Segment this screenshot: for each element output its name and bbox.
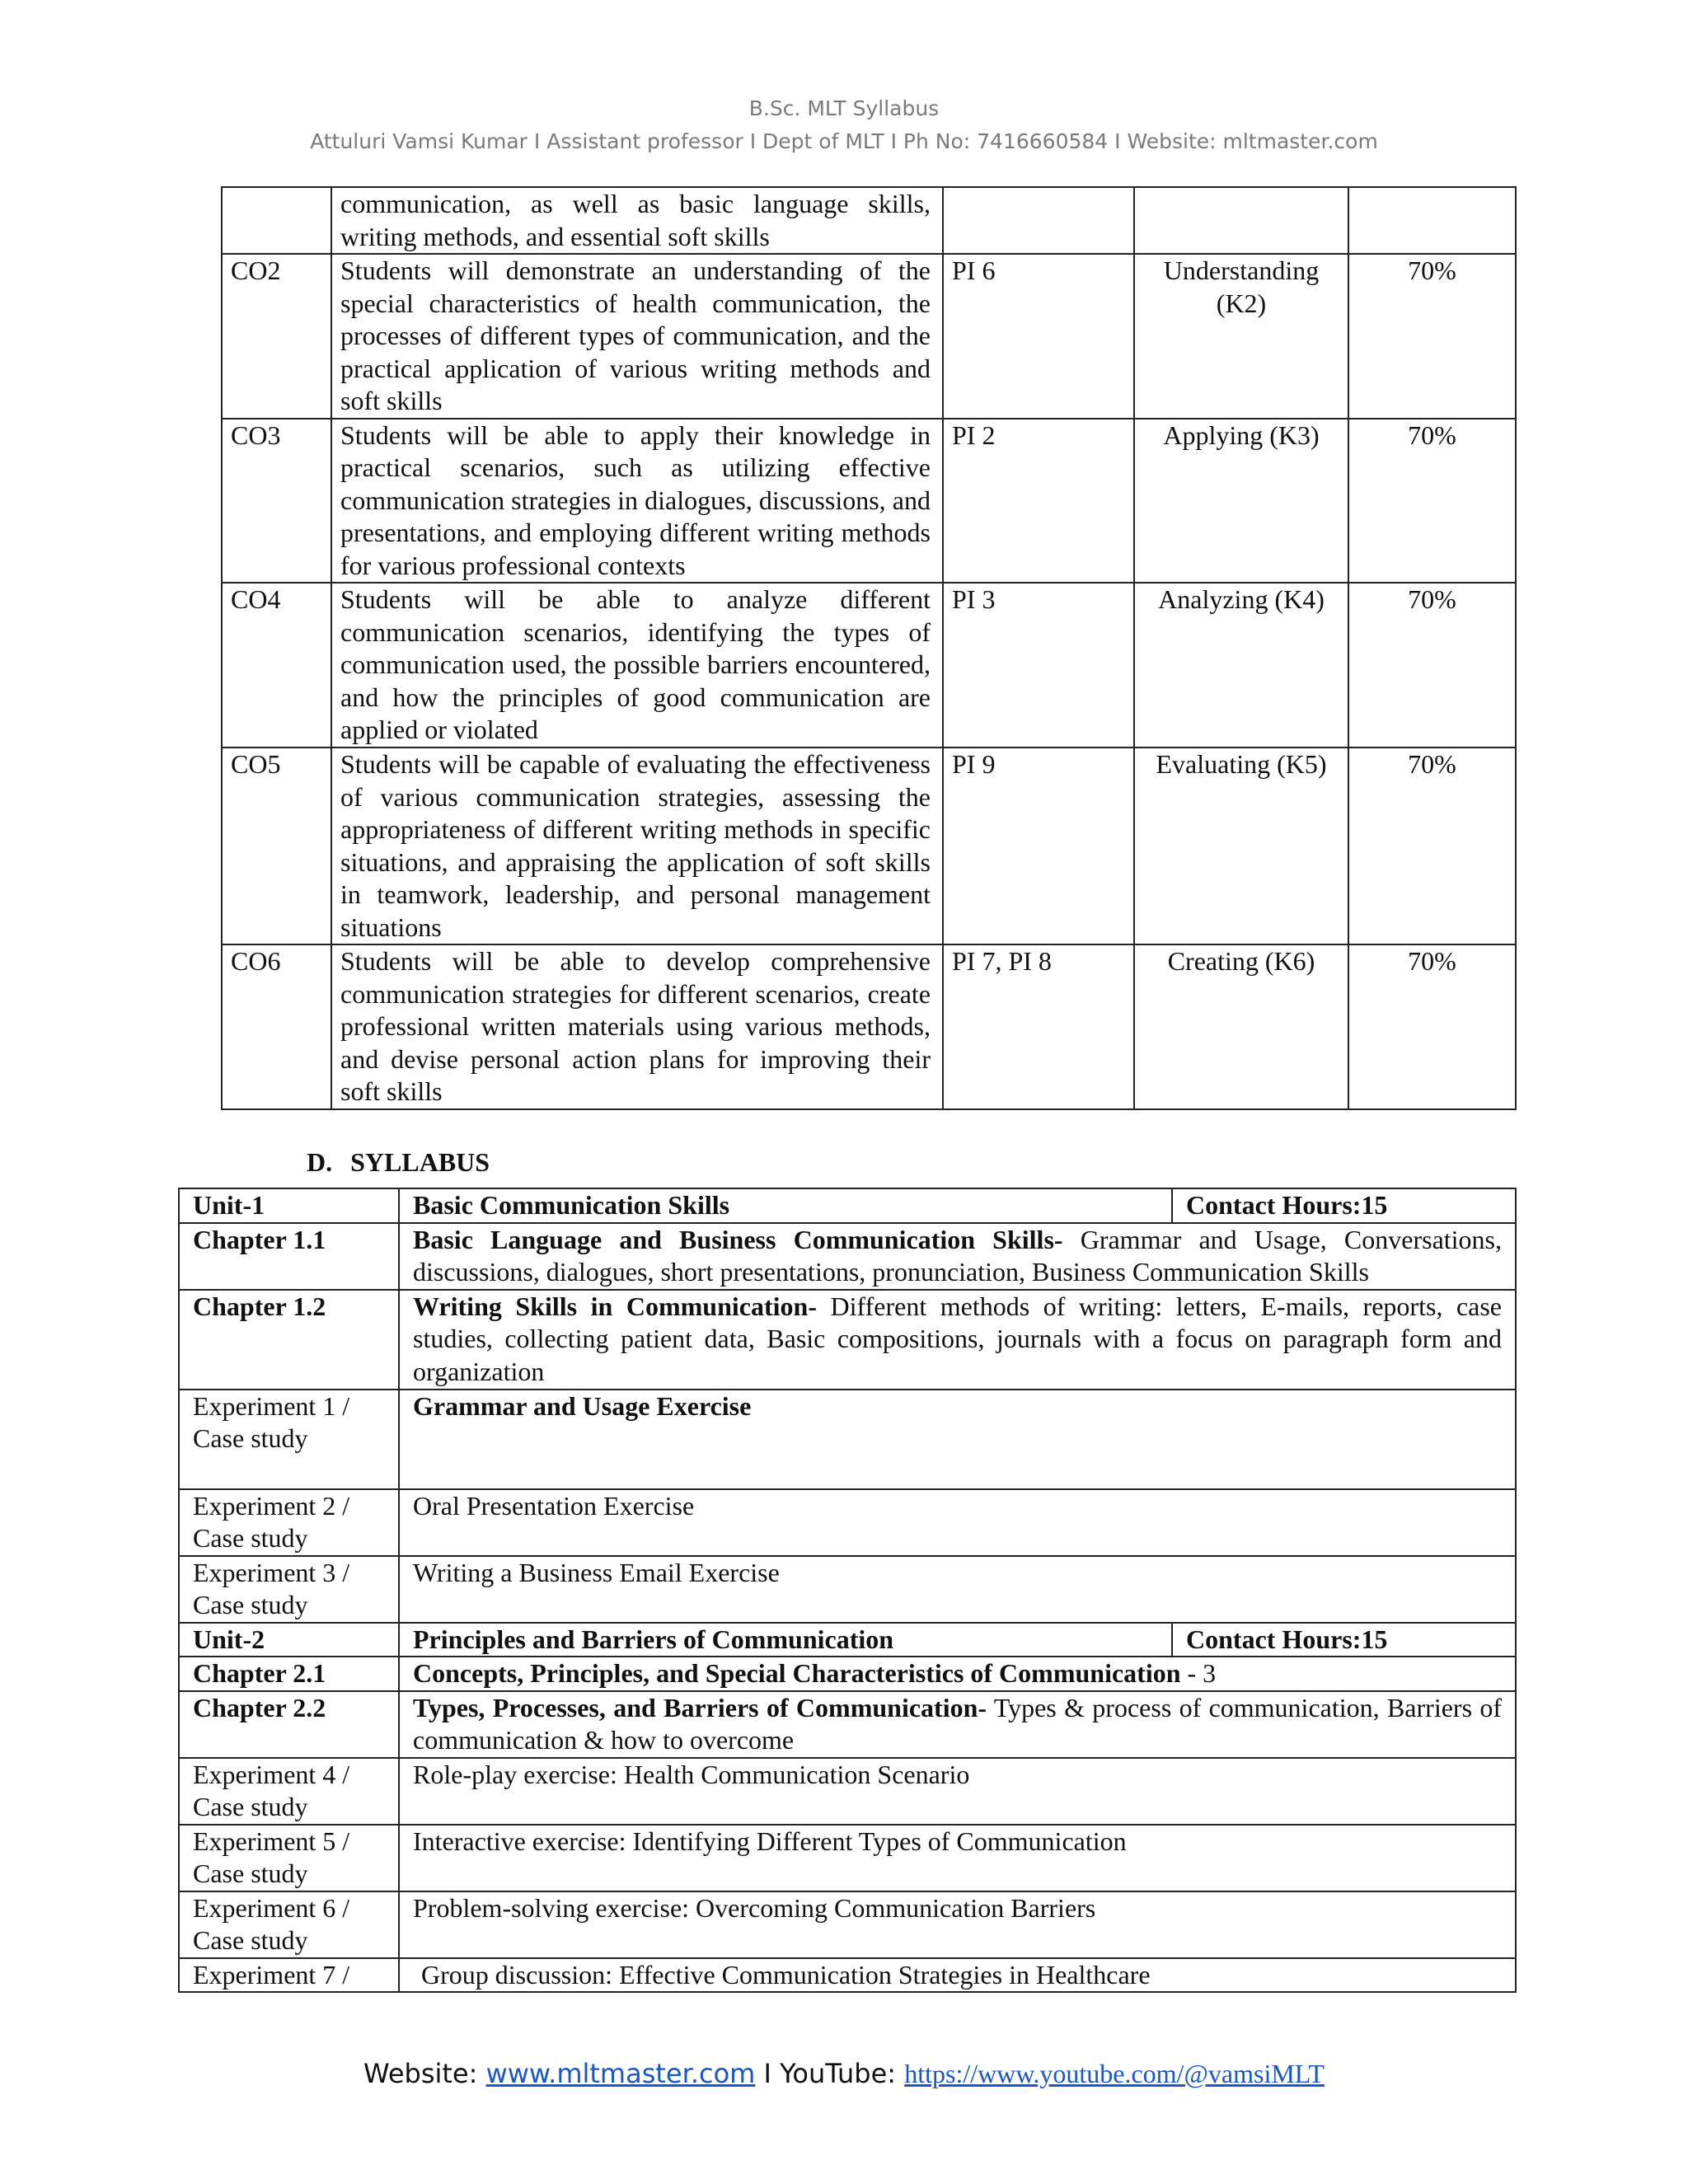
pi-cell: PI 7, PI 8 <box>943 944 1134 1109</box>
chapter-label: Chapter 1.1 <box>179 1223 399 1290</box>
syllabus-heading-text: SYLLABUS <box>350 1147 490 1177</box>
pi-cell: PI 2 <box>943 419 1134 583</box>
experiment-label: Experiment 2 / Case study <box>179 1489 399 1556</box>
level-cell: Evaluating (K5) <box>1134 748 1348 944</box>
experiment-row <box>179 1891 1516 1958</box>
experiment-row <box>179 1825 1516 1891</box>
chapter-row <box>179 1223 1516 1290</box>
footer-website-label: Website: <box>363 2058 486 2089</box>
unit-label: Unit-1 <box>179 1188 399 1223</box>
co-cell: CO3 <box>222 419 331 583</box>
experiment-label: Experiment 7 / <box>179 1958 399 1993</box>
unit-row <box>179 1623 1516 1657</box>
unit-title: Principles and Barriers of Communication <box>399 1623 1172 1657</box>
chapter-label: Chapter 2.1 <box>179 1657 399 1691</box>
chapter-desc: Different methods of writing: letters, E-mails, reports, case studies, collecting patient data, Basic compositions, journals with a focus on paragraph form and organization <box>413 1291 1503 1386</box>
table-row <box>222 748 1516 944</box>
co-desc-cell: Students will be capable of evaluating the effectiveness of various communication strategies, assessing the appropriateness of different writing methods in specific situations, and appraising the application of soft skills in teamwork, leadership, and personal management situations <box>331 748 943 944</box>
chapter-row <box>179 1657 1516 1691</box>
level-cell: Understanding (K2) <box>1134 254 1348 419</box>
level-cell: Creating (K6) <box>1134 944 1348 1109</box>
level-cell: Applying (K3) <box>1134 419 1348 583</box>
website-link[interactable]: www.mltmaster.com <box>485 2058 756 2089</box>
chapter-content <box>399 1223 1516 1290</box>
pi-cell: PI 9 <box>943 748 1134 944</box>
footer-separator: I YouTube: <box>755 2058 905 2089</box>
chapter-desc: Types & process of communication, Barriers of communication & how to overcome <box>413 1692 1503 1755</box>
target-cell: 70% <box>1348 944 1516 1109</box>
co-cell: CO6 <box>222 944 331 1109</box>
experiment-text: Problem-solving exercise: Overcoming Communication Barriers <box>399 1891 1516 1958</box>
target-cell: 70% <box>1348 583 1516 748</box>
pi-cell: PI 3 <box>943 583 1134 748</box>
table-row <box>222 583 1516 748</box>
contact-hours: Contact Hours:15 <box>1172 1188 1516 1223</box>
experiment-label: Experiment 5 / Case study <box>179 1825 399 1891</box>
chapter-content <box>399 1290 1516 1390</box>
target-cell: 70% <box>1348 254 1516 419</box>
header-title: B.Sc. MLT Syllabus <box>748 96 940 120</box>
chapter-row <box>179 1691 1516 1758</box>
experiment-row <box>179 1489 1516 1556</box>
unit-label: Unit-2 <box>179 1623 399 1657</box>
chapter-desc: - 3 <box>1180 1658 1217 1688</box>
experiment-label: Experiment 1 / Case study <box>179 1390 399 1489</box>
syllabus-heading-letter: D. <box>307 1147 333 1177</box>
experiment-text: Writing a Business Email Exercise <box>399 1556 1516 1623</box>
co-desc-cell: Students will be able to apply their knowledge in practical scenarios, such as utilizing effective communication strategies in dialogues, discussions, and presentations, and employing different writing methods for various professional contexts <box>331 419 943 583</box>
syllabus-heading <box>307 1146 508 1179</box>
experiment-label: Experiment 3 / Case study <box>179 1556 399 1623</box>
experiment-text: Group discussion: Effective Communication Strategies in Healthcare <box>399 1958 1516 1993</box>
co-desc-cell: Students will be able to develop comprehensive communication strategies for different scenarios, create professional written materials using various methods, and devise personal action plans for improving their soft skills <box>331 944 943 1109</box>
experiment-text: Role-play exercise: Health Communication Scenario <box>399 1758 1516 1825</box>
level-cell <box>1134 187 1348 254</box>
chapter-row <box>179 1290 1516 1390</box>
target-cell: 70% <box>1348 748 1516 944</box>
chapter-desc: Grammar and Usage, Conversations, discussions, dialogues, short presentations, pronunciation, Business Communication Skills <box>413 1224 1503 1286</box>
experiment-row <box>179 1958 1516 1993</box>
pi-cell <box>943 187 1134 254</box>
co-desc-cell: Students will demonstrate an understanding of the special characteristics of health communication, the processes of different types of communication, and the practical application of various writing methods and soft skills <box>331 254 943 419</box>
table-row <box>222 944 1516 1109</box>
chapter-label: Chapter 1.2 <box>179 1290 399 1390</box>
experiment-row <box>179 1390 1516 1489</box>
co-desc-cell: Students will be able to analyze different communication scenarios, identifying the types of communication used, the possible barriers encountered, and how the principles of good communication are applied or violated <box>331 583 943 748</box>
level-cell: Analyzing (K4) <box>1134 583 1348 748</box>
chapter-title: Concepts, Principles, and Special Characteristics of Communication <box>413 1658 1181 1688</box>
experiment-row <box>179 1556 1516 1623</box>
co-cell <box>222 187 331 254</box>
experiment-label: Experiment 6 / Case study <box>179 1891 399 1958</box>
table-row <box>222 187 1516 254</box>
unit-row <box>179 1188 1516 1223</box>
contact-hours: Contact Hours:15 <box>1172 1623 1516 1657</box>
youtube-link[interactable]: https://www.youtube.com/@vamsiMLT <box>904 2059 1325 2088</box>
syllabus-table <box>178 1188 1517 1993</box>
experiment-row <box>179 1758 1516 1825</box>
table-row <box>222 254 1516 419</box>
co-cell: CO4 <box>222 583 331 748</box>
co-cell: CO5 <box>222 748 331 944</box>
experiment-text: Interactive exercise: Identifying Different Types of Communication <box>399 1825 1516 1891</box>
unit-title: Basic Communication Skills <box>399 1188 1172 1223</box>
chapter-content <box>399 1691 1516 1758</box>
experiment-text: Oral Presentation Exercise <box>399 1489 1516 1556</box>
page-footer <box>0 2057 1688 2090</box>
experiment-label: Experiment 4 / Case study <box>179 1758 399 1825</box>
chapter-content <box>399 1657 1516 1691</box>
page-header <box>0 92 1688 158</box>
pi-cell: PI 6 <box>943 254 1134 419</box>
co-desc-cell: communication, as well as basic language skills, writing methods, and essential soft skills <box>331 187 943 254</box>
experiment-text: Grammar and Usage Exercise <box>399 1390 1516 1489</box>
chapter-title: Types, Processes, and Barriers of Communication- <box>413 1692 987 1722</box>
chapter-title: Writing Skills in Communication- <box>413 1291 817 1321</box>
table-row <box>222 419 1516 583</box>
co-cell: CO2 <box>222 254 331 419</box>
chapter-title: Basic Language and Business Communication Skills- <box>413 1224 1063 1254</box>
header-subtitle: Attuluri Vamsi Kumar I Assistant professor I Dept of MLT I Ph No: 7416660584 I Website: mltmaster.com <box>310 129 1378 153</box>
course-outcomes-table <box>221 186 1517 1110</box>
chapter-label: Chapter 2.2 <box>179 1691 399 1758</box>
target-cell <box>1348 187 1516 254</box>
target-cell: 70% <box>1348 419 1516 583</box>
